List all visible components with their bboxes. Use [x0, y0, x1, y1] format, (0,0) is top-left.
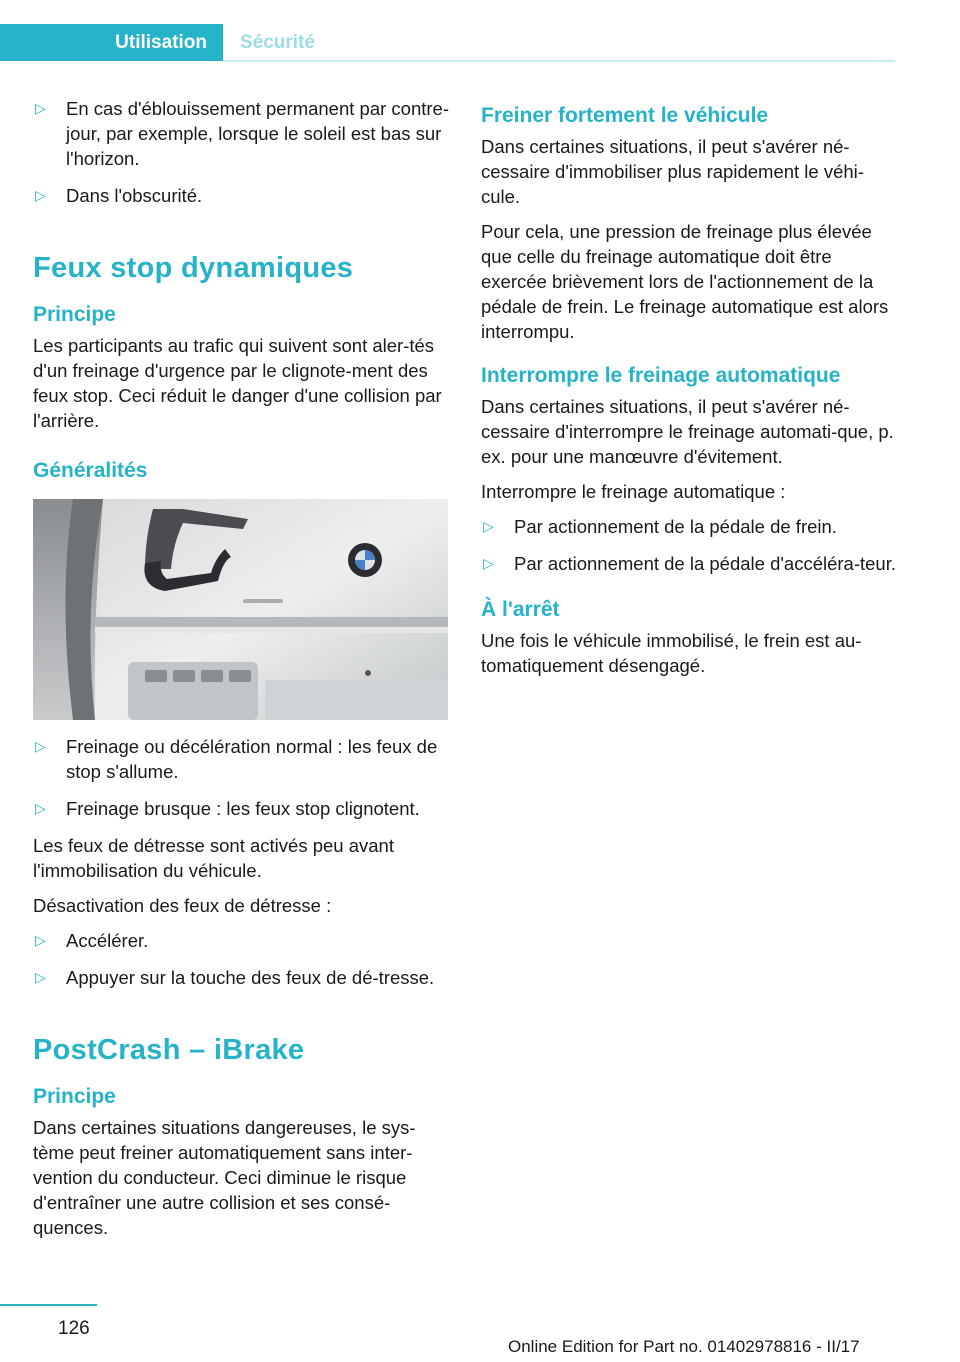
heading-principe-2: Principe: [33, 1085, 116, 1108]
intro-bullet-list: [33, 96, 451, 208]
car-rear-image: [33, 499, 448, 720]
freiner-paragraph-2: Pour cela, une pression de freinage plus élevée que celle du freinage automatique doit être exercée brièvement lors de l'actionnement de la pédale de frein. Le freinage automatique est alors interrompu.: [481, 221, 889, 342]
list-item: ▷ Freinage brusque : les feux stop clignotent.: [35, 798, 420, 819]
heading-feux-stop-dynamiques: Feux stop dynamiques: [33, 252, 354, 284]
tab-securite[interactable]: Sécurité: [240, 31, 315, 53]
principe2-paragraph: Dans certaines situations dangereuses, le sys-tème peut freiner automatiquement sans inter-vention du conducteur. Ceci diminue le risque d'entraîner une autre collision et ses consé-quences.: [33, 1117, 416, 1238]
list-item: ▷ Par actionnement de la pédale de frein.: [483, 516, 837, 537]
triangle-right-icon: ▷: [483, 555, 494, 571]
triangle-right-icon: ▷: [35, 969, 46, 985]
list-item: ▷ Dans l'obscurité.: [35, 185, 203, 206]
triangle-right-icon: ▷: [35, 932, 46, 948]
list-item: ▷ Freinage ou décélération normal : les feux de stop s'allume.: [35, 736, 438, 782]
heading-interrompre: Interrompre le freinage automatique: [481, 364, 841, 387]
heading-a-l-arret: À l'arrêt: [481, 598, 560, 621]
page-header: [0, 0, 960, 62]
interrompre-paragraph-2: Interrompre le freinage automatique :: [481, 481, 786, 502]
triangle-right-icon: ▷: [35, 100, 46, 116]
arret-paragraph: Une fois le véhicule immobilisé, le frein est au-tomatiquement désengagé.: [481, 630, 862, 676]
right-column: [481, 104, 899, 688]
footer-divider: [0, 1304, 97, 1306]
triangle-right-icon: ▷: [35, 800, 46, 816]
heading-generalites: Généralités: [33, 459, 148, 482]
heading-postcrash-ibrake: PostCrash – iBrake: [33, 1034, 305, 1066]
freiner-paragraph-1: Dans certaines situations, il peut s'avérer né-cessaire d'immobiliser plus rapidement le véhi-cule.: [481, 136, 864, 207]
list-item: ▷ Appuyer sur la touche des feux de dé-tresse.: [35, 967, 435, 988]
list-item: ▷ Par actionnement de la pédale d'accéléra-teur.: [483, 553, 896, 574]
tab-utilisation[interactable]: Utilisation: [0, 24, 223, 61]
desactivation-bullet-list: [33, 928, 451, 990]
edition-text: Online Edition for Part no. 01402978816 - II/17: [508, 1337, 860, 1356]
desactivation-paragraph: Désactivation des feux de détresse :: [33, 895, 332, 916]
detresse-paragraph: Les feux de détresse sont activés peu avant l'immobilisation du véhicule.: [33, 835, 394, 881]
triangle-right-icon: ▷: [35, 187, 46, 203]
heading-principe: Principe: [33, 303, 116, 326]
list-item: ▷ En cas d'éblouissement permanent par contre-jour, par exemple, lorsque le soleil est bas sur l'horizon.: [35, 98, 449, 169]
left-column: [33, 96, 451, 1250]
triangle-right-icon: ▷: [483, 518, 494, 534]
feux-bullet-list: [33, 734, 451, 821]
interrompre-paragraph-1: Dans certaines situations, il peut s'avérer né-cessaire d'interrompre le freinage automati-que, p. ex. pour une manœuvre d'évitement.: [481, 396, 894, 467]
triangle-right-icon: ▷: [35, 738, 46, 754]
heading-freiner-fortement: Freiner fortement le véhicule: [481, 104, 769, 127]
page-number: 126: [58, 1318, 90, 1339]
header-divider: [223, 60, 895, 62]
interrompre-bullet-list: [481, 514, 899, 576]
list-item: ▷ Accélérer.: [35, 930, 149, 951]
principe-paragraph: Les participants au trafic qui suivent sont aler-tés d'un freinage d'urgence par le clignote-ment des feux stop. Ceci réduit le danger d'une collision par l'arrière.: [33, 335, 442, 431]
